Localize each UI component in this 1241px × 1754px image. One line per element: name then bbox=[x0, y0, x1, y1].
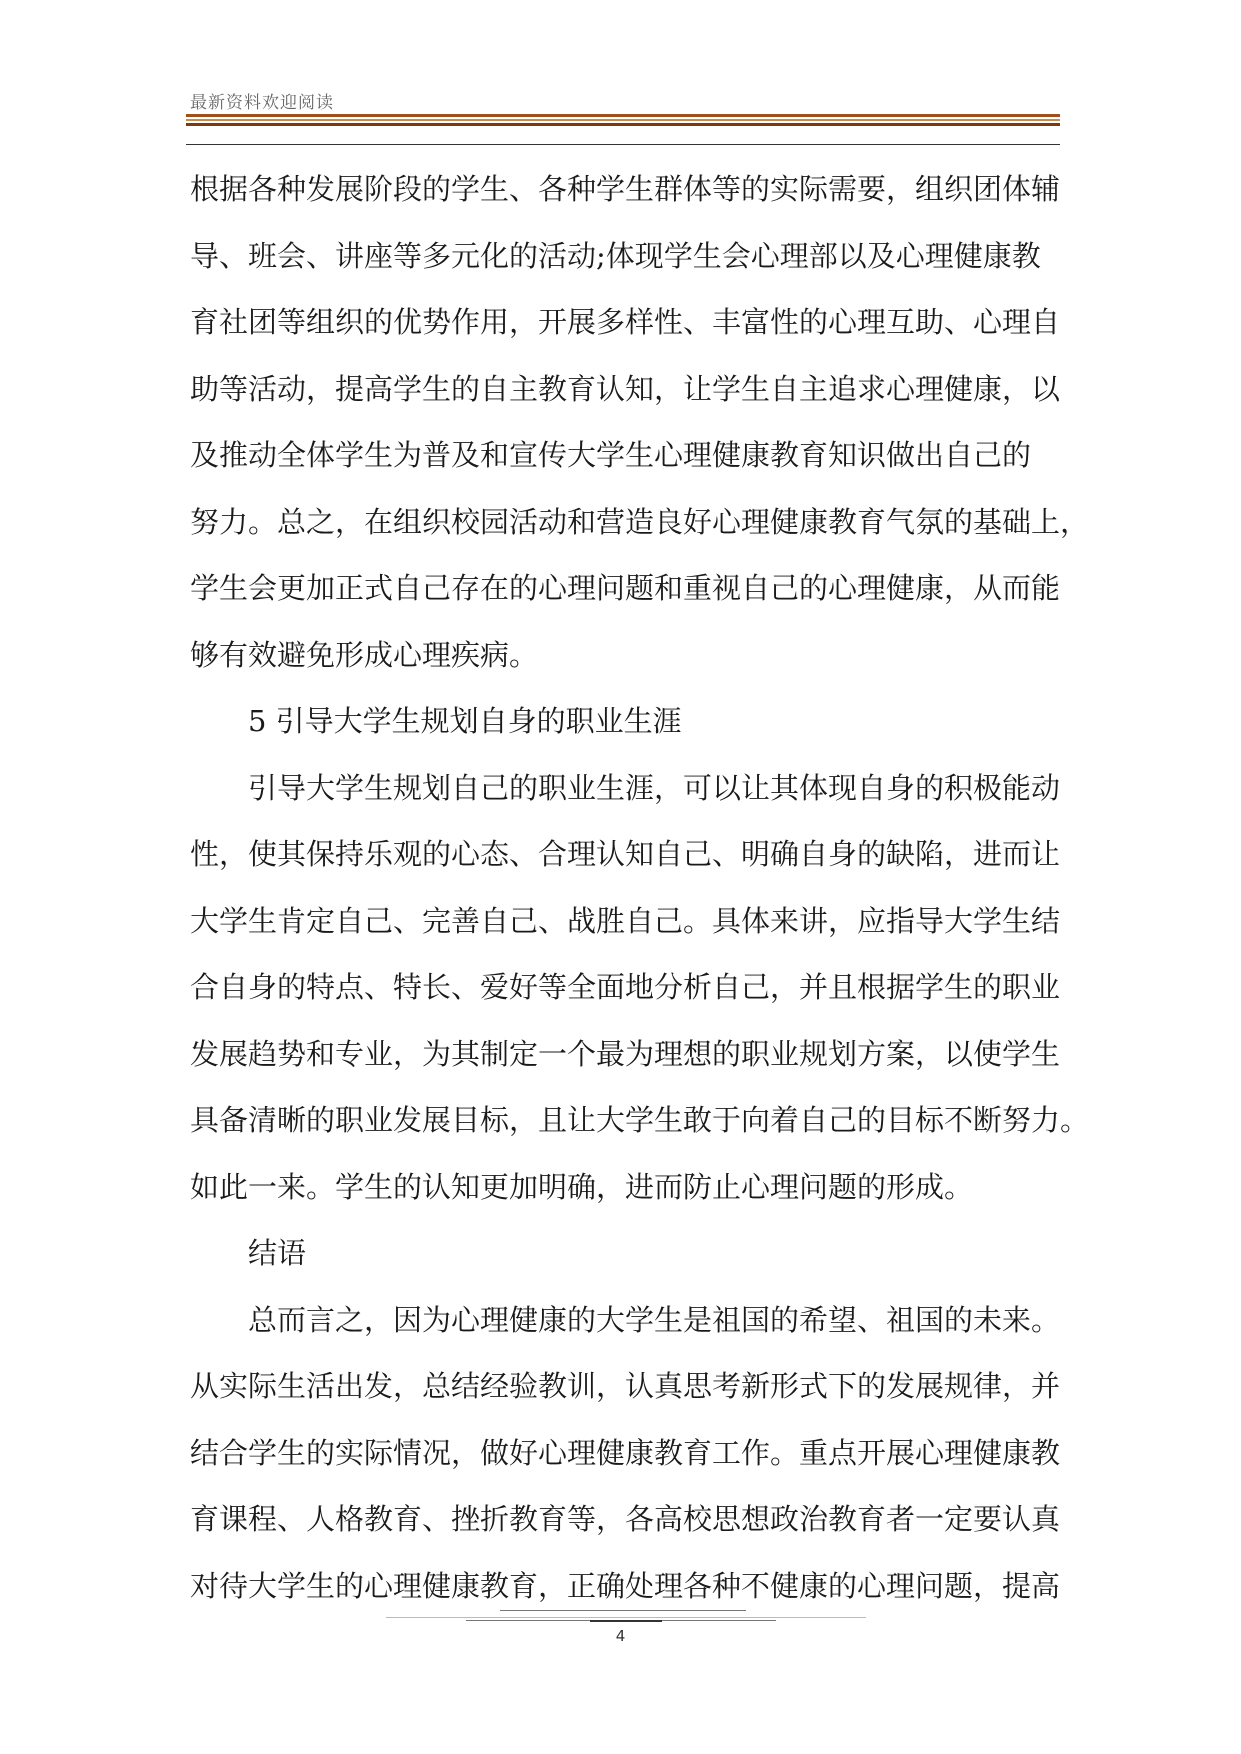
text-line: 性，使其保持乐观的心态、合理认知自己、明确自身的缺陷，进而让 bbox=[190, 837, 1061, 871]
text-line: 导、班会、讲座等多元化的活动;体现学生会心理部以及心理健康教 bbox=[190, 238, 1041, 273]
header-rule-middle bbox=[186, 119, 1060, 121]
text-line: 育课程、人格教育、挫折教育等，各高校思想政治教育者一定要认真 bbox=[190, 1502, 1061, 1536]
text-line: 够有效避免形成心理疾病。 bbox=[190, 637, 539, 672]
document-body bbox=[190, 156, 1090, 1619]
text-line: 努力。总之，在组织校园活动和营造良好心理健康教育气氛的基础上， bbox=[190, 504, 1090, 539]
header-text: 最新资料欢迎阅读 bbox=[190, 93, 334, 113]
page-number: 4 bbox=[615, 1627, 626, 1645]
text-line: 及推动全体学生为普及和宣传大学生心理健康教育知识做出自己的 bbox=[190, 438, 1032, 472]
text-line: 结合学生的实际情况，做好心理健康教育工作。重点开展心理健康教 bbox=[190, 1435, 1061, 1470]
header-rule-top bbox=[186, 114, 1060, 117]
footer-rule bbox=[386, 1617, 866, 1618]
text-line: 对待大学生的心理健康教育，正确处理各种不健康的心理问题，提高 bbox=[190, 1568, 1061, 1603]
text-line: 总而言之，因为心理健康的大学生是祖国的希望、祖国的未来。 bbox=[248, 1302, 1061, 1337]
footer-rule bbox=[500, 1610, 746, 1611]
header-rule-bottom bbox=[186, 123, 1060, 126]
header-rule-thin bbox=[186, 144, 1060, 145]
text-line: 合自身的特点、特长、爱好等全面地分析自己，并且根据学生的职业 bbox=[190, 970, 1061, 1004]
footer-rule bbox=[590, 1620, 662, 1622]
text-line: 引导大学生规划自己的职业生涯，可以让其体现自身的积极能动 bbox=[248, 770, 1061, 805]
text-line: 助等活动，提高学生的自主教育认知，让学生自主追求心理健康，以 bbox=[190, 371, 1061, 406]
text-line: 从实际生活出发，总结经验教训，认真思考新形式下的发展规律，并 bbox=[190, 1369, 1061, 1403]
text-line: 如此一来。学生的认知更加明确，进而防止心理问题的形成。 bbox=[190, 1169, 974, 1204]
text-line: 学生会更加正式自己存在的心理问题和重视自己的心理健康，从而能 bbox=[190, 571, 1061, 605]
text-line: 发展趋势和专业，为其制定一个最为理想的职业规划方案，以使学生 bbox=[190, 1036, 1061, 1071]
text-line: 大学生肯定自己、完善自己、战胜自己。具体来讲，应指导大学生结 bbox=[190, 903, 1061, 938]
text-line: 根据各种发展阶段的学生、各种学生群体等的实际需要，组织团体辅 bbox=[190, 172, 1061, 206]
section-heading: 5 引导大学生规划自身的职业生涯 bbox=[248, 704, 682, 738]
section-heading: 结语 bbox=[248, 1236, 307, 1270]
text-line: 具备清晰的职业发展目标，且让大学生敢于向着自己的目标不断努力。 bbox=[190, 1103, 1090, 1137]
text-line: 育社团等组织的优势作用，开展多样性、丰富性的心理互助、心理自 bbox=[190, 305, 1061, 339]
